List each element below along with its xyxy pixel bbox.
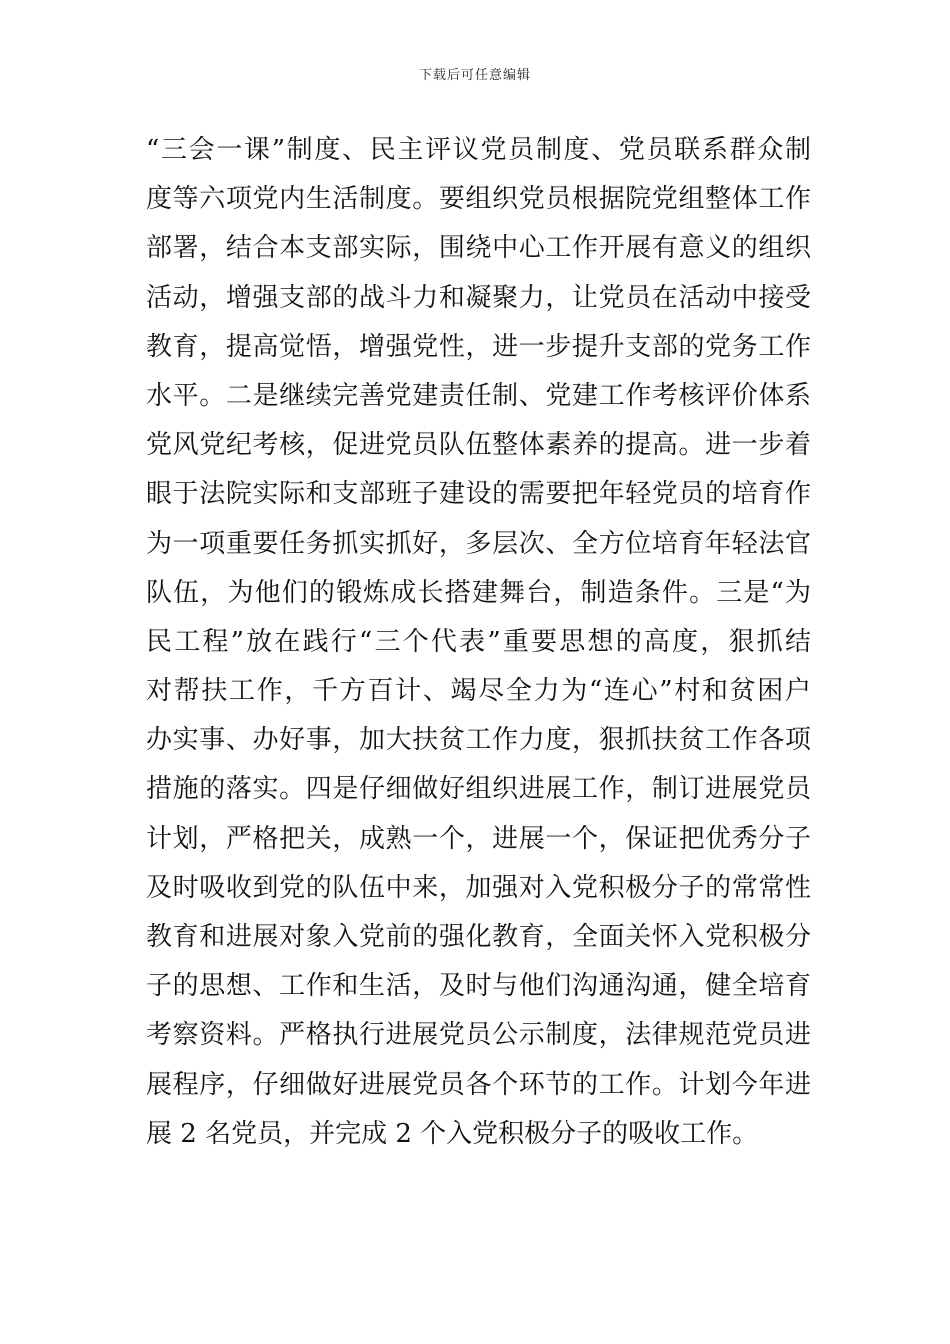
- text-line: 队伍，为他们的锻炼成长搭建舞台，制造条件。三是“为: [146, 577, 811, 608]
- text-line: 计划，严格把关，成熟一个，进展一个，保证把优秀分子: [146, 823, 811, 854]
- page-header: 下载后可任意编辑: [418, 68, 531, 83]
- text-line: 措施的落实。四是仔细做好组织进展工作，制订进展党员: [146, 774, 811, 805]
- text-line: 及时吸收到党的队伍中来，加强对入党积极分子的常常性: [146, 872, 811, 903]
- text-line: 党风党纪考核，促进党员队伍整体素养的提高。进一步着: [146, 430, 811, 461]
- body-paragraph: [146, 132, 811, 1165]
- text-line: 展 2 名党员，并完成 2 个入党积极分子的吸收工作。: [146, 1118, 759, 1149]
- text-line: 眼于法院实际和支部班子建设的需要把年轻党员的培育作: [146, 479, 811, 510]
- text-line: 展程序，仔细做好进展党员各个环节的工作。计划今年进: [146, 1069, 811, 1100]
- text-line: 活动，增强支部的战斗力和凝聚力，让党员在活动中接受: [146, 282, 811, 313]
- text-line: 教育，提高觉悟，增强党性，进一步提升支部的党务工作: [146, 331, 811, 362]
- text-line: 教育和进展对象入党前的强化教育，全面关怀入党积极分: [146, 922, 811, 952]
- text-line: 子的思想、工作和生活，及时与他们沟通沟通，健全培育: [146, 971, 811, 1002]
- text-line: 考察资料。严格执行进展党员公示制度，法律规范党员进: [146, 1020, 811, 1051]
- text-line: 度等六项党内生活制度。要组织党员根据院党组整体工作: [146, 184, 811, 215]
- text-line: 水平。二是继续完善党建责任制、党建工作考核评价体系: [146, 380, 811, 411]
- text-line: 对帮扶工作，千方百计、竭尽全力为“连心”村和贫困户: [146, 676, 811, 707]
- text-line: 部署，结合本支部实际，围绕中心工作开展有意义的组织: [146, 233, 811, 264]
- text-line: 民工程”放在践行“三个代表”重要思想的高度，狠抓结: [146, 626, 811, 657]
- text-line: 为一项重要任务抓实抓好，多层次、全方位培育年轻法官: [146, 528, 811, 559]
- text-line: “三会一课”制度、民主评议党员制度、党员联系群众制: [146, 135, 811, 165]
- text-line: 办实事、办好事，加大扶贫工作力度，狠抓扶贫工作各项: [146, 725, 811, 756]
